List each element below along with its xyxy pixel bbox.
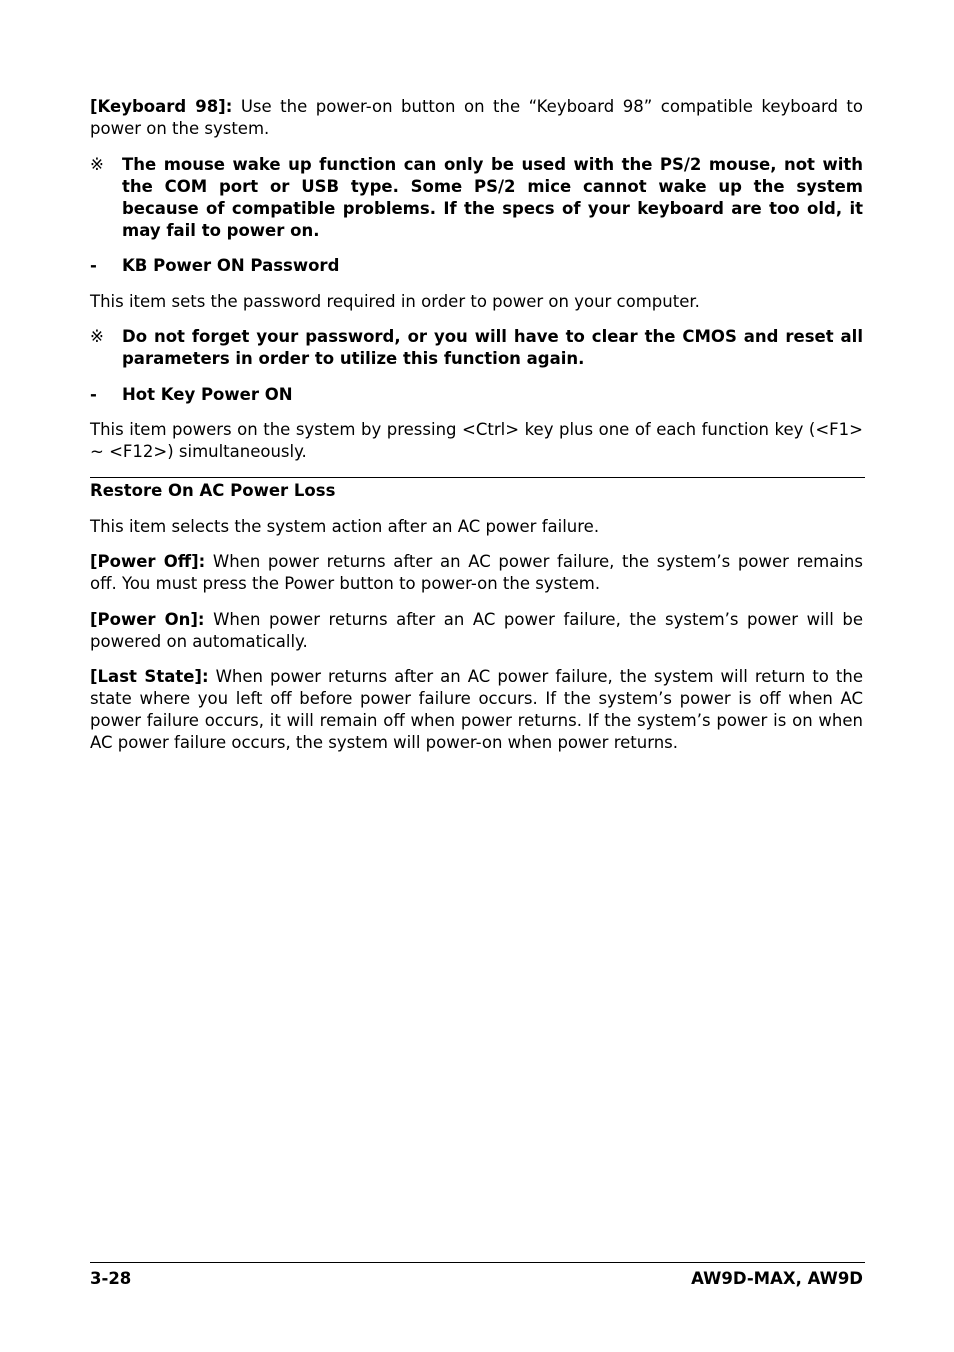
kb-password-heading: KB Power ON Password <box>122 256 340 275</box>
power-off-paragraph <box>90 551 863 595</box>
keyboard98-text: Use the power-on button on the “Keyboard 98” compatible keyboard to power on the system. <box>90 97 863 138</box>
mouse-wake-note <box>90 154 863 242</box>
page-footer <box>90 1268 863 1290</box>
power-on-label: [Power On]: <box>90 610 205 629</box>
kb-password-text: This item sets the password required in order to power on your computer. <box>90 292 700 311</box>
page-number: 3-28 <box>90 1269 132 1288</box>
hotkey-text: This item powers on the system by pressing <Ctrl> key plus one of each function key (<F1> ~ <F12>) simultaneously. <box>90 420 863 461</box>
keyboard98-paragraph <box>90 96 863 140</box>
power-off-label: [Power Off]: <box>90 552 206 571</box>
kb-password-heading-row <box>90 255 863 277</box>
last-state-label: [Last State]: <box>90 667 209 686</box>
note-reference-mark-icon: ※ <box>90 327 104 346</box>
mouse-wake-note-text: The mouse wake up function can only be used with the PS/2 mouse, not with the COM port or USB type. Some PS/2 mice cannot wake up the system because of compatible problems. If the specs of your keyboard are too old, it may fail to power on. <box>122 155 863 240</box>
restore-intro: This item selects the system action after an AC power failure. <box>90 517 600 536</box>
password-note-text: Do not forget your password, or you will have to clear the CMOS and reset all parameters in order to utilize this function again. <box>122 327 863 368</box>
restore-heading: Restore On AC Power Loss <box>90 481 336 500</box>
last-state-paragraph <box>90 666 863 754</box>
model-name: AW9D-MAX, AW9D <box>691 1269 863 1288</box>
password-note <box>90 326 863 370</box>
restore-section <box>90 480 863 754</box>
hotkey-heading: Hot Key Power ON <box>122 385 293 404</box>
hotkey-heading-row <box>90 384 863 406</box>
power-on-paragraph <box>90 609 863 653</box>
power-off-text: When power returns after an AC power failure, the system’s power remains off. You must press the Power button to power-on the system. <box>90 552 863 593</box>
section-divider <box>90 477 865 478</box>
dash-bullet: - <box>90 385 97 404</box>
last-state-text: When power returns after an AC power failure, the system will return to the state where you left off before power failure occurs. If the system’s power is off when AC power failure occurs, it will remain off when power returns. If the system’s power is on when AC power failure occurs, the system will power-on when power returns. <box>90 667 863 752</box>
page-content <box>90 96 863 463</box>
dash-bullet: - <box>90 256 97 275</box>
power-on-text: When power returns after an AC power failure, the system’s power will be powered on automatically. <box>90 610 863 651</box>
footer-divider <box>90 1262 865 1263</box>
keyboard98-label: [Keyboard 98]: <box>90 97 233 116</box>
note-reference-mark-icon: ※ <box>90 155 104 174</box>
